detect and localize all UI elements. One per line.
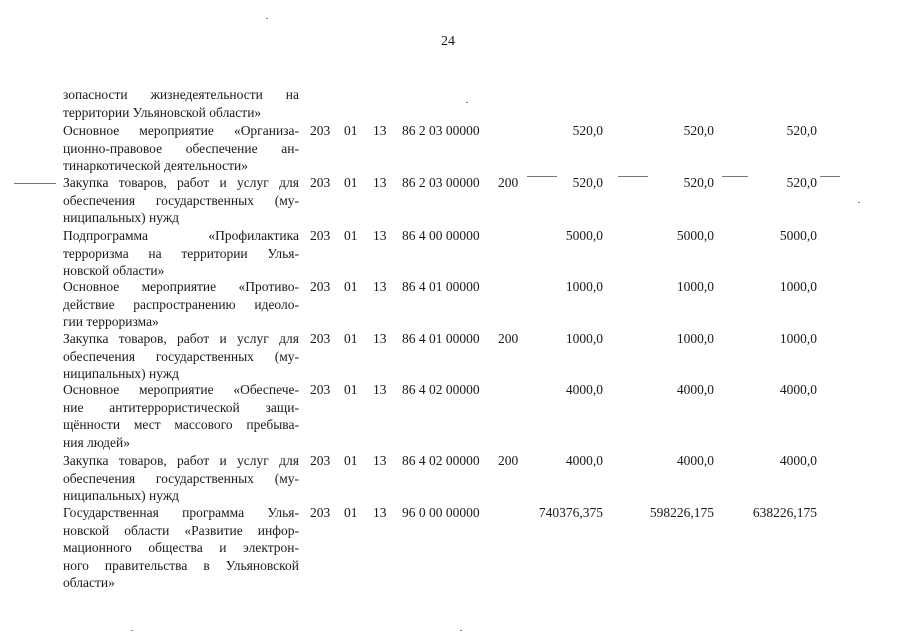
row-name-line: мационного общества и электрон- <box>63 540 299 556</box>
row-name <box>63 278 299 331</box>
row-name-line: действие распространению идеоло- <box>63 296 299 312</box>
amount-year-2: 598226,175 <box>649 505 714 520</box>
row-name-line: обеспечения государственных (му- <box>63 192 299 208</box>
ministry-code: 203 <box>310 175 331 190</box>
section-code: 01 <box>344 123 358 138</box>
subsection-code: 13 <box>373 175 387 190</box>
scan-artifact-line <box>820 176 840 177</box>
scan-artifact-line <box>527 176 557 177</box>
row-name-line: ниципальных) нужд <box>63 366 180 382</box>
row-name-line: терроризма на территории Улья- <box>63 245 299 261</box>
ministry-code: 203 <box>310 228 331 243</box>
row-name-line: новской области «Развитие инфор- <box>63 522 299 538</box>
target-item-code: 86 2 03 00000 <box>402 123 480 138</box>
section-code: 01 <box>344 331 358 346</box>
row-name <box>63 174 299 227</box>
target-item-code: 96 0 00 00000 <box>402 505 480 520</box>
row-name-line: территории Ульяновской области» <box>63 104 262 120</box>
subsection-code: 13 <box>373 453 387 468</box>
section-code: 01 <box>344 453 358 468</box>
amount-year-3: 638226,175 <box>752 505 817 520</box>
scan-artifact-line <box>14 183 56 184</box>
row-name <box>63 122 299 175</box>
row-name-line: новской области» <box>63 263 165 279</box>
ministry-code: 203 <box>310 279 331 294</box>
row-name <box>63 330 299 383</box>
row-name-line: гии терроризма» <box>63 314 159 330</box>
amount-year-2: 520,0 <box>683 175 714 190</box>
subsection-code: 13 <box>373 505 387 520</box>
subsection-code: 13 <box>373 382 387 397</box>
ministry-code: 203 <box>310 505 331 520</box>
target-item-code: 86 4 02 00000 <box>402 453 480 468</box>
scan-speck <box>460 630 462 631</box>
expense-type-code: 200 <box>498 175 519 190</box>
row-name <box>63 452 299 505</box>
ministry-code: 203 <box>310 123 331 138</box>
scan-speck <box>266 18 268 19</box>
amount-year-3: 520,0 <box>786 175 817 190</box>
row-name-line: обеспечения государственных (му- <box>63 470 299 486</box>
row-name-line: зопасности жизнедеятельности на <box>63 87 299 102</box>
row-name-line: Закупка товаров, работ и услуг для <box>63 453 299 468</box>
amount-year-2: 5000,0 <box>676 228 714 243</box>
row-name-line: ниципальных) нужд <box>63 488 180 504</box>
row-name-line: ние антитеррористической защи- <box>63 399 299 415</box>
row-name-line: Закупка товаров, работ и услуг для <box>63 175 299 190</box>
subsection-code: 13 <box>373 279 387 294</box>
scan-artifact-line <box>618 176 648 177</box>
row-name-line: Основное мероприятие «Обеспече- <box>63 382 299 397</box>
section-code: 01 <box>344 228 358 243</box>
subsection-code: 13 <box>373 228 387 243</box>
amount-year-2: 520,0 <box>683 123 714 138</box>
amount-year-1: 1000,0 <box>565 331 603 346</box>
amount-year-1: 520,0 <box>572 123 603 138</box>
row-name-line: ниципальных) нужд <box>63 210 180 226</box>
row-name <box>63 227 299 280</box>
amount-year-3: 4000,0 <box>779 453 817 468</box>
amount-year-2: 4000,0 <box>676 453 714 468</box>
row-name-line: Закупка товаров, работ и услуг для <box>63 331 299 346</box>
row-name <box>63 381 299 451</box>
amount-year-2: 1000,0 <box>676 279 714 294</box>
scan-speck <box>858 202 860 203</box>
row-name-line: обеспечения государственных (му- <box>63 348 299 364</box>
amount-year-1: 5000,0 <box>565 228 603 243</box>
target-item-code: 86 4 01 00000 <box>402 279 480 294</box>
amount-year-3: 1000,0 <box>779 279 817 294</box>
ministry-code: 203 <box>310 331 331 346</box>
section-code: 01 <box>344 175 358 190</box>
row-name-line: Основное мероприятие «Организа- <box>63 123 299 138</box>
target-item-code: 86 4 02 00000 <box>402 382 480 397</box>
expense-type-code: 200 <box>498 331 519 346</box>
page-number: 24 <box>441 34 455 49</box>
amount-year-3: 5000,0 <box>779 228 817 243</box>
expense-type-code: 200 <box>498 453 519 468</box>
row-name-line: области» <box>63 575 115 591</box>
subsection-code: 13 <box>373 331 387 346</box>
ministry-code: 203 <box>310 453 331 468</box>
row-name <box>63 504 299 592</box>
row-name-line: ционно-правовое обеспечение ан- <box>63 140 299 156</box>
ministry-code: 203 <box>310 382 331 397</box>
amount-year-1: 4000,0 <box>565 453 603 468</box>
section-code: 01 <box>344 505 358 520</box>
amount-year-1: 520,0 <box>572 175 603 190</box>
row-name-line: щённости мест массового пребыва- <box>63 417 299 433</box>
row-name-line: Государственная программа Улья- <box>63 505 299 520</box>
amount-year-1: 740376,375 <box>538 505 603 520</box>
section-code: 01 <box>344 382 358 397</box>
row-name-line: ния людей» <box>63 434 131 450</box>
row-name-line: тинаркотической деятельности» <box>63 158 249 174</box>
scan-speck <box>131 630 133 631</box>
amount-year-1: 4000,0 <box>565 382 603 397</box>
amount-year-3: 520,0 <box>786 123 817 138</box>
subsection-code: 13 <box>373 123 387 138</box>
row-name-line: ного правительства в Ульяновской <box>63 557 299 573</box>
amount-year-3: 4000,0 <box>779 382 817 397</box>
target-item-code: 86 4 01 00000 <box>402 331 480 346</box>
target-item-code: 86 4 00 00000 <box>402 228 480 243</box>
scan-speck <box>466 102 468 103</box>
amount-year-2: 4000,0 <box>676 382 714 397</box>
row-name <box>63 86 299 121</box>
amount-year-2: 1000,0 <box>676 331 714 346</box>
target-item-code: 86 2 03 00000 <box>402 175 480 190</box>
row-name-line: Подпрограмма «Профилактика <box>63 228 299 243</box>
amount-year-3: 1000,0 <box>779 331 817 346</box>
section-code: 01 <box>344 279 358 294</box>
amount-year-1: 1000,0 <box>565 279 603 294</box>
scan-artifact-line <box>722 176 748 177</box>
row-name-line: Основное мероприятие «Противо- <box>63 279 299 294</box>
